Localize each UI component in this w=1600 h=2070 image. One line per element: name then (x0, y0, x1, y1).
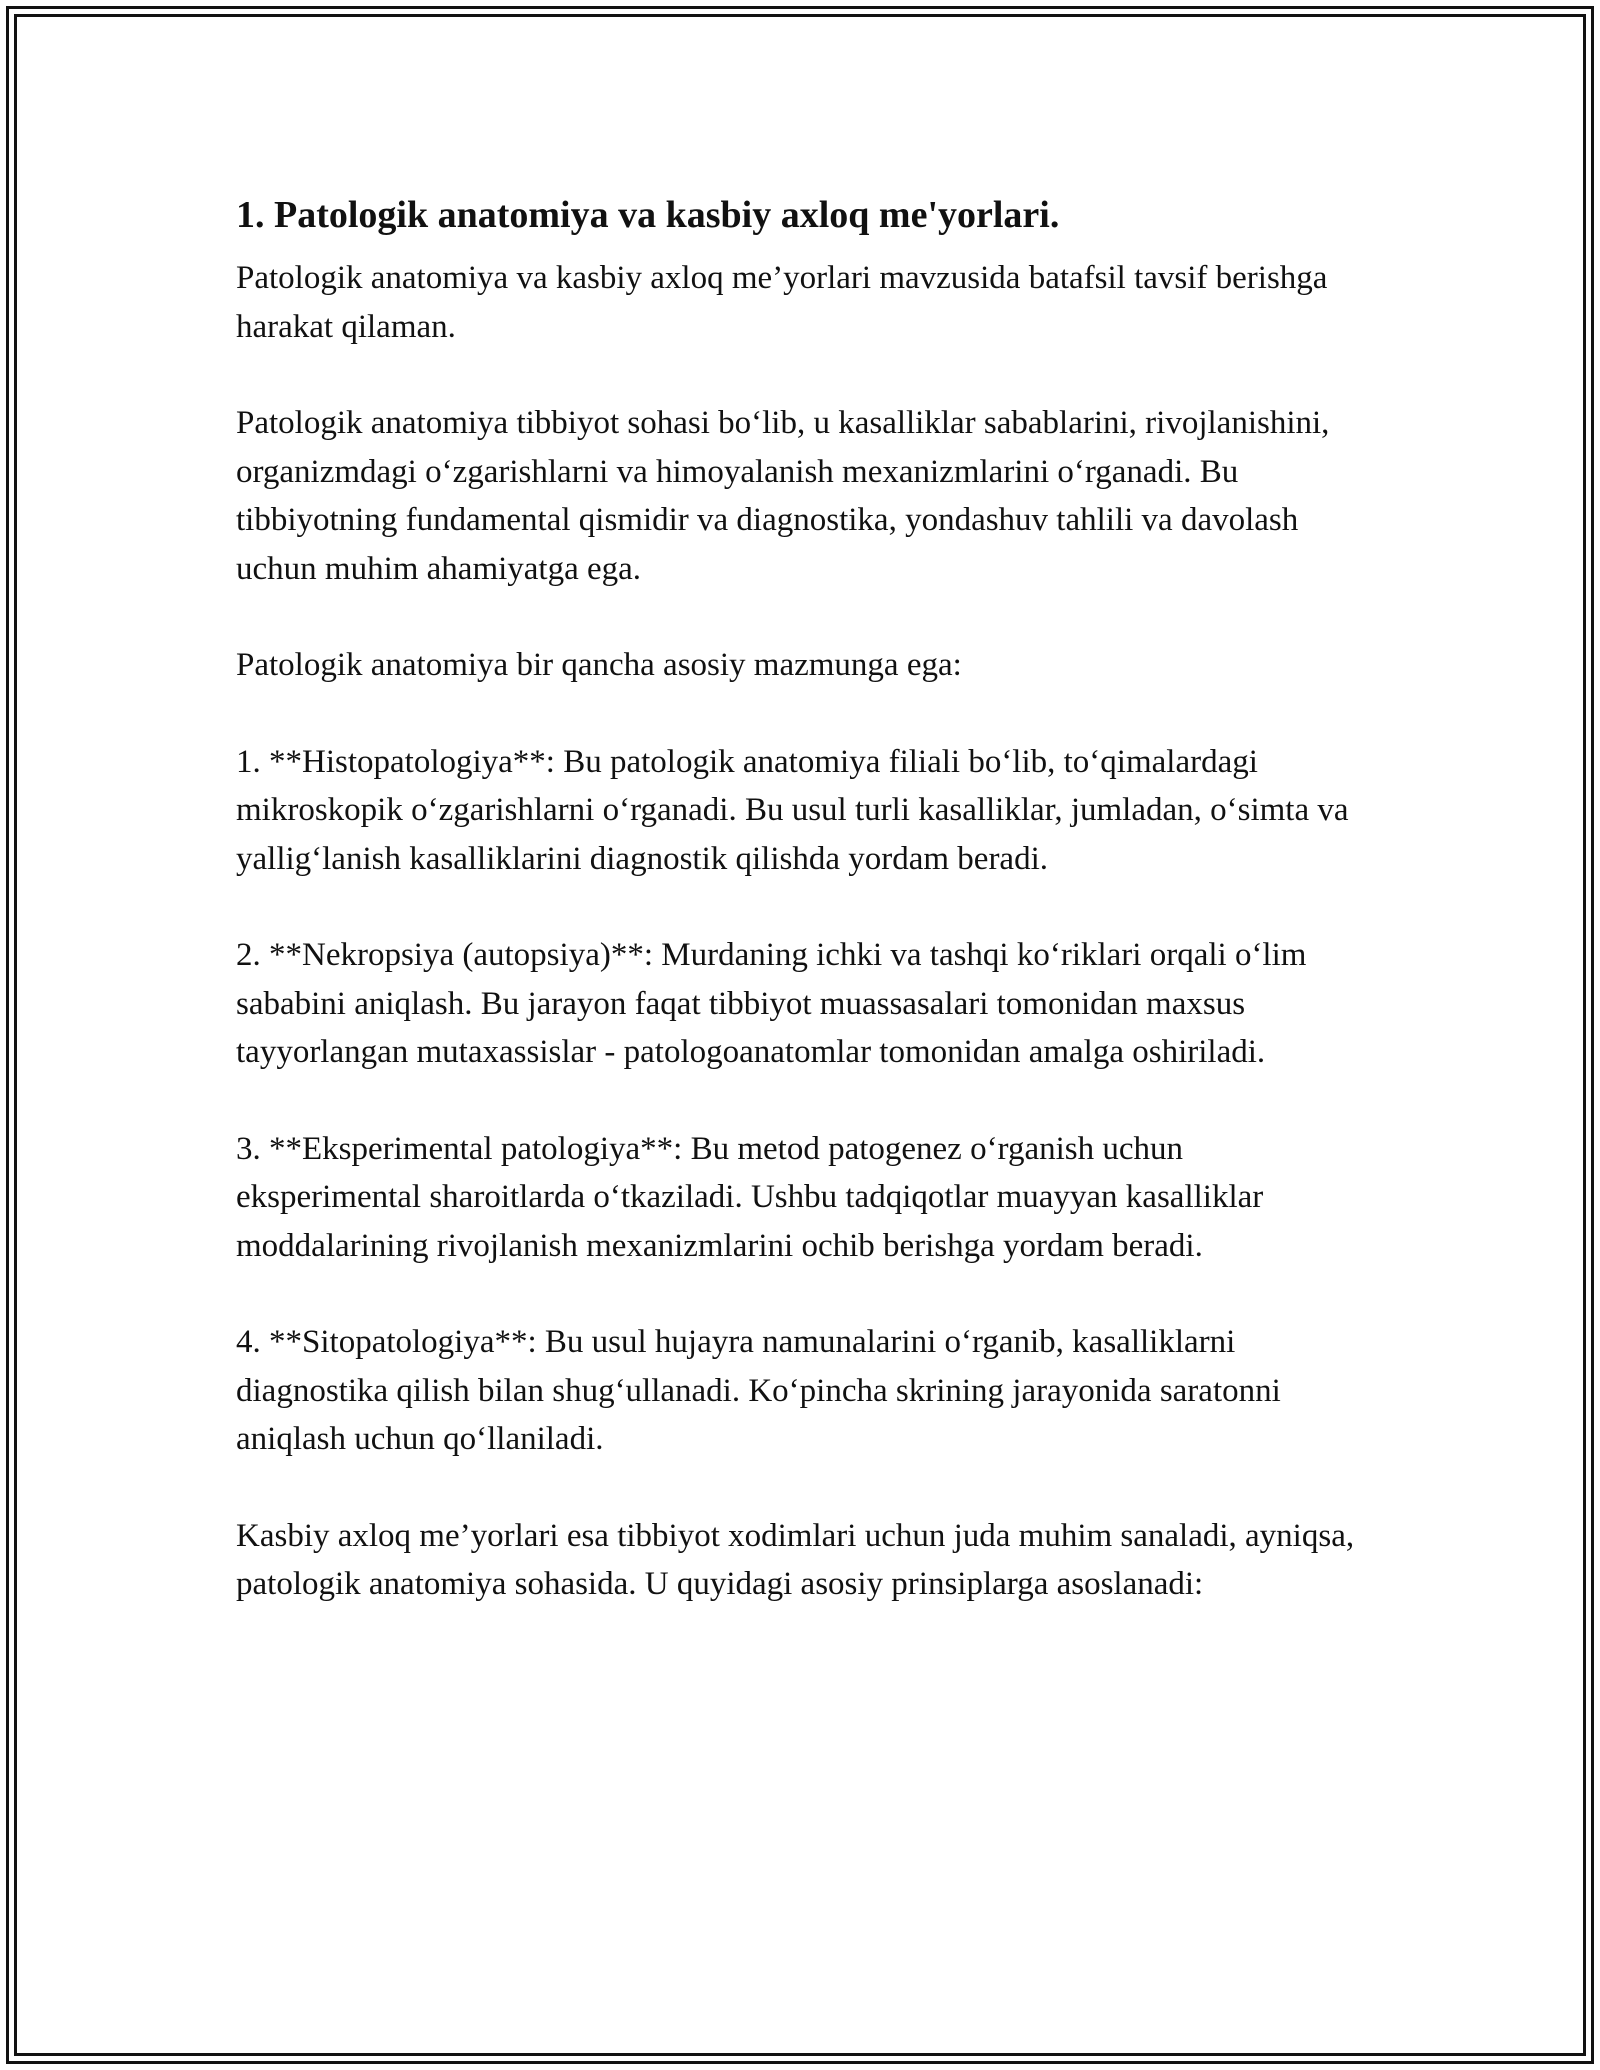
paragraph-definition: Patologik anatomiya tibbiyot sohasi bo‘lib, u kasalliklar sabablarini, rivojlanishini, organizmdagi o‘zgarishlarni va himoyalanish mexanizmlarini o‘rganadi. Bu tibbiyotning fundamental qismidir va diagnostika, yondashuv tahlili va davolash uchun muhim ahamiyatga ega. (236, 405, 1330, 587)
paragraph-list-lead: Patologik anatomiya bir qancha asosiy mazmunga ega: (236, 647, 962, 683)
paragraph-intro: Patologik anatomiya va kasbiy axloq me’yorlari mavzusida batafsil tavsif berishga harakat qilaman. (236, 260, 1328, 345)
document-title: 1. Patologik anatomiya va kasbiy axloq me'yorlari. (236, 194, 1060, 236)
document-body (236, 186, 1376, 1609)
list-item-histopatologiya: 1. **Histopatologiya**: Bu patologik anatomiya filiali bo‘lib, to‘qimalardagi mikroskopik o‘zgarishlarni o‘rganadi. Bu usul turli kasalliklar, jumladan, o‘simta va yallig‘lanish kasalliklarini diagnostik qilishda yordam beradi. (236, 743, 1349, 877)
list-item-nekropsiya: 2. **Nekropsiya (autopsiya)**: Murdaning ichki va tashqi ko‘riklari orqali o‘lim sababini aniqlash. Bu jarayon faqat tibbiyot muassasalari tomonidan maxsus tayyorlangan mutaxassislar - patologoanatomlar tomonidan amalga oshiriladi. (236, 937, 1307, 1070)
paragraph-ethics: Kasbiy axloq me’yorlari esa tibbiyot xodimlari uchun juda muhim sanaladi, ayniqsa, patologik anatomiya sohasida. U quyidagi asosiy prinsiplarga asoslanadi: (236, 1517, 1355, 1602)
list-item-sitopatologiya: 4. **Sitopatologiya**: Bu usul hujayra namunalarini o‘rganib, kasalliklarni diagnostika qilish bilan shug‘ullanadi. Ko‘pincha skrining jarayonida saratonni aniqlash uchun qo‘llaniladi. (236, 1324, 1281, 1457)
list-item-eksperimental-patologiya: 3. **Eksperimental patologiya**: Bu metod patogenez o‘rganish uchun eksperimental sharoitlarda o‘tkaziladi. Ushbu tadqiqotlar muayyan kasalliklar moddalarining rivojlanish mexanizmlarini ochib berishga yordam beradi. (236, 1130, 1264, 1264)
